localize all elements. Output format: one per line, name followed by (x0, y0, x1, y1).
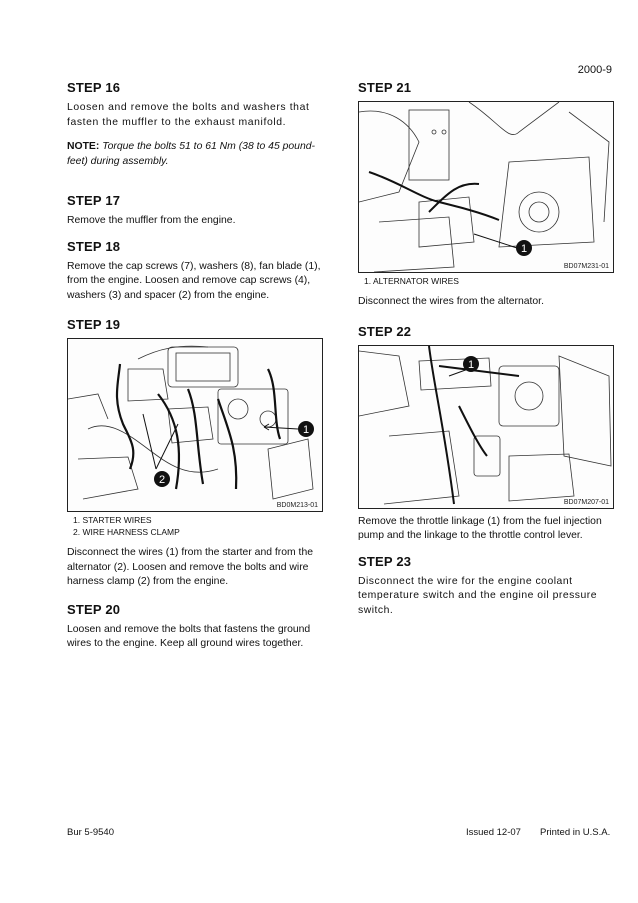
note-text: Torque the bolts 51 to 61 Nm (38 to 45 pound-feet) during assembly. (67, 141, 315, 167)
alternator-illustration (359, 102, 613, 272)
step-21-text: Disconnect the wires from the alternator. (358, 296, 544, 307)
step-18-text: Remove the cap screws (7), washers (8), fan blade (1), from the engine. Loosen and remove cap screws (4), washers (3) and spacer (2) from the engine. (67, 260, 321, 301)
right-column (358, 80, 612, 628)
step-22-figure (358, 345, 614, 509)
legend-item: 1. ALTERNATOR WIRES (364, 276, 459, 286)
step-16-title: STEP 16 (67, 80, 121, 95)
step-20-text: Loosen and remove the bolts that fastens the ground wires to the engine. Keep all ground wires together. (67, 623, 311, 649)
step-22-text: Remove the throttle linkage (1) from the fuel injection pump and the linkage to the throttle control lever. (358, 515, 602, 541)
callout-1-label: 1 (520, 243, 528, 255)
step-19-figure (67, 338, 323, 512)
page-number: 2000-9 (577, 64, 612, 76)
step-19-text: Disconnect the wires (1) from the starter and from the alternator (2). Loosen and remove the bolts and wire harness clamp (2) from the engine. (67, 547, 314, 587)
callout-2-marker (154, 471, 170, 487)
callout-1-label: 1 (467, 358, 475, 371)
left-column (67, 80, 321, 662)
step-20-title: STEP 20 (67, 601, 121, 617)
footer-issued: Issued 12-07 (466, 827, 521, 838)
callout-1-marker (516, 240, 532, 256)
footer-doc-number: Bur 5-9540 (67, 827, 115, 838)
step-16-note (67, 140, 321, 169)
callout-1-label: 1 (302, 424, 310, 436)
step-21-figure (358, 101, 614, 273)
figure-code: BD0M213-01 (276, 502, 318, 509)
footer-printed: Printed in U.S.A. (540, 827, 611, 838)
step-21-title: STEP 21 (358, 80, 412, 95)
step-17-text: Remove the muffler from the engine. (67, 215, 236, 226)
throttle-linkage-illustration (359, 346, 613, 508)
step-18-title: STEP 18 (67, 238, 121, 254)
step-19-legend (73, 514, 321, 538)
step-22-title: STEP 22 (358, 323, 412, 339)
step-16-text: Loosen and remove the bolts and washers that fasten the muffler to the exhaust manifold. (67, 102, 310, 128)
step-19-title: STEP 19 (67, 317, 121, 332)
callout-1-marker (463, 356, 479, 372)
figure-code: BD07M207-01 (563, 498, 609, 506)
step-17-title: STEP 17 (67, 193, 121, 208)
engine-starter-illustration (68, 339, 322, 511)
legend-item: 1. STARTER WIRES (73, 515, 152, 525)
legend-item: 2. WIRE HARNESS CLAMP (73, 527, 180, 537)
figure-code: BD07M231-01 (563, 263, 609, 270)
note-label: NOTE: (67, 141, 100, 152)
callout-2-label: 2 (158, 474, 166, 486)
step-23-title: STEP 23 (358, 553, 412, 569)
step-21-legend (364, 275, 612, 287)
step-23-text: Disconnect the wire for the engine coolant temperature switch and the engine oil pressure switch. (358, 575, 598, 616)
callout-1-marker (298, 421, 314, 437)
